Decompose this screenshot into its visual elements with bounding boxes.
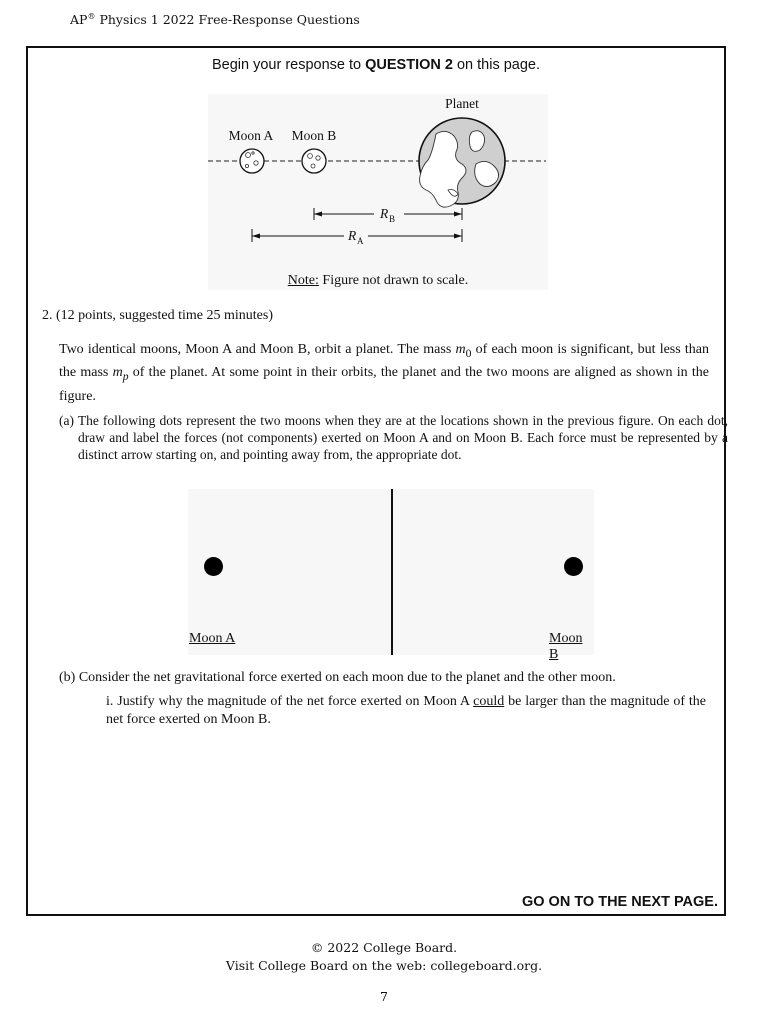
ra-subscript: A [357, 236, 364, 246]
moon-b-dot[interactable] [564, 557, 583, 576]
part-b-i-could: could [473, 694, 505, 709]
page-header [70, 12, 360, 27]
orbit-diagram [208, 94, 548, 290]
response-frame [26, 46, 726, 916]
question-intro [59, 340, 709, 406]
moon-a-label: Moon A [228, 128, 274, 143]
begin-question-number: QUESTION 2 [365, 57, 453, 73]
part-a-text: (a) The following dots represent the two moons when they are at the locations shown in the previous figure. On each dot, draw and label the forces (not components) exerted on Moon A and on Moon B. Each force must be represented by a distinct arrow starting on, and pointing away from, the appropriate dot. [59, 413, 728, 462]
planet-label: Planet [445, 96, 479, 111]
ra-label: R [348, 228, 357, 243]
rb-subscript: B [389, 214, 396, 224]
question-number-line: 2. (12 points, suggested time 25 minutes) [42, 308, 273, 323]
intro-text-2: of each moon is significant, but less than the mass [59, 342, 709, 381]
footer-visit: Visit College Board on the web: collegeboard.org. [225, 958, 543, 973]
moon-b-label: Moon B [291, 128, 337, 143]
go-on-next-page: GO ON TO THE NEXT PAGE. [521, 894, 718, 910]
note-prefix: Note: [287, 273, 319, 288]
dot-moon-b-label: Moon B [549, 631, 583, 662]
force-diagram-area[interactable] [188, 489, 594, 662]
begin-prefix: Begin your response to [211, 57, 366, 73]
figure-note [208, 273, 548, 289]
begin-suffix: on this page. [452, 57, 541, 73]
moon-b-icon [302, 149, 326, 173]
part-b-i-text [106, 693, 706, 728]
orbit-figure [208, 94, 548, 290]
part-b-i-text-2: be larger than the magnitude of the net force exerted on Moon B. [106, 694, 706, 727]
intro-text-1: Two identical moons, Moon A and Moon B, orbit a planet. The mass [59, 342, 456, 357]
m0-symbol: m [455, 342, 466, 357]
note-text: Figure not drawn to scale. [318, 273, 469, 288]
footer-copyright: © 2022 College Board. [310, 940, 458, 955]
part-b-i-text-1: i. Justify why the magnitude of the net force exerted on Moon A [106, 694, 474, 709]
moon-a-icon [240, 149, 264, 173]
header-brand: AP [70, 12, 88, 28]
begin-instruction [28, 57, 724, 73]
moon-a-dot[interactable] [204, 557, 223, 576]
planet-icon [419, 118, 505, 207]
registered-mark: ® [87, 12, 96, 21]
m0-subscript: 0 [465, 346, 472, 360]
intro-text-3: of the planet. At some point in their orbits, the planet and the two moons are aligned as shown in the figure. [59, 365, 709, 404]
dot-moon-a-label: Moon A [189, 631, 236, 646]
rb-label: R [380, 206, 389, 221]
part-b-text: (b) Consider the net gravitational force exerted on each moon due to the planet and the other moon. [59, 670, 616, 685]
dot-divider [391, 489, 393, 655]
header-title: Physics 1 2022 Free-Response Questions [99, 12, 360, 28]
mp-symbol: m [112, 365, 123, 381]
mp-subscript: p [122, 370, 129, 384]
page-number: 7 [380, 989, 388, 1004]
